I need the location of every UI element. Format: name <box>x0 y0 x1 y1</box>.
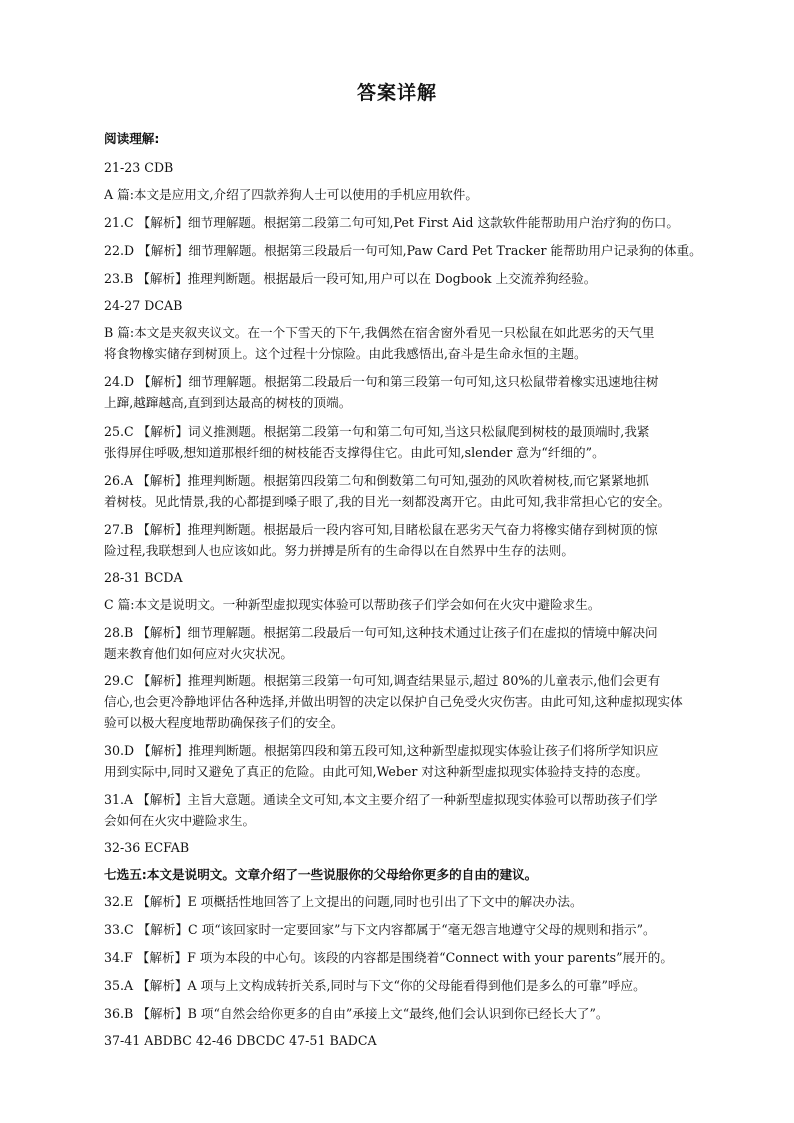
text-line: 28.B 【解析】细节理解题。根据第二段最后一句可知,这种技术通过让孩子们在虚拟的情境中解决问 <box>104 625 658 640</box>
text-line: 用到实际中,同时又避免了真正的危险。由此可知,Weber 对这种新型虚拟现实体验持支持的态度。 <box>104 764 649 779</box>
text-line: 上蹿,越蹿越高,直到到达最高的树枝的顶端。 <box>104 395 352 410</box>
text-line: 七选五:本文是说明文。文章介绍了一些说服你的父母给你更多的自由的建议。 <box>104 867 538 882</box>
text-line: A 篇:本文是应用文,介绍了四款养狗人士可以使用的手机应用软件。 <box>104 187 478 202</box>
text-line: 险过程,我联想到人也应该如此。努力拼搏是所有的生命得以在自然界中生存的法则。 <box>104 543 574 558</box>
text-line: 34.F 【解析】F 项为本段的中心句。该段的内容都是围绕着“Connect with your parents”展开的。 <box>104 950 673 965</box>
text-line: 33.C 【解析】C 项“该回家时一定要回家”与下文内容都属于“毫无怨言地遵守父母的规则和指示”。 <box>104 922 656 937</box>
text-line: 张得屏住呼吸,想知道那根纤细的树枝能否支撑得住它。由此可知,slender 意为“纤细的”。 <box>104 445 605 460</box>
text-line: 24.D 【解析】细节理解题。根据第二段最后一句和第三段第一句可知,这只松鼠带着橡实迅速地往树 <box>104 374 659 389</box>
page-title: 答案详解 <box>356 82 437 104</box>
text-line: 验可以极大程度地帮助确保孩子们的安全。 <box>104 715 344 730</box>
text-line: 30.D 【解析】推理判断题。根据第四段和第五段可知,这种新型虚拟现实体验让孩子们将所学知识应 <box>104 743 659 758</box>
text-line: 将食物橡实储存到树顶上。这个过程十分惊险。由此我感悟出,奋斗是生命永恒的主题。 <box>104 346 587 361</box>
text-line: 32-36 ECFAB <box>104 840 190 855</box>
text-line: 28-31 BCDA <box>104 570 183 585</box>
text-line: 题来教育他们如何应对火灾状况。 <box>104 646 293 661</box>
text-line: 36.B 【解析】B 项“自然会给你更多的自由”承接上文“最终,他们会认识到你已经长大了”。 <box>104 1006 609 1021</box>
text-line: 31.A 【解析】主旨大意题。通读全文可知,本文主要介绍了一种新型虚拟现实体验可以帮助孩子们学 <box>104 792 658 807</box>
text-line: 21.C 【解析】细节理解题。根据第二段第二句可知,Pet First Aid 这款软件能帮助用户治疗狗的伤口。 <box>104 215 679 230</box>
text-line: B 篇:本文是夹叙夹议文。在一个下雪天的下午,我偶然在宿舍窗外看见一只松鼠在如此恶劣的天气里 <box>104 325 655 340</box>
text-line: 21-23 CDB <box>104 160 174 175</box>
text-line: 35.A 【解析】A 项与上文构成转折关系,同时与下文“你的父母能看得到他们是多么的可靠”呼应。 <box>104 978 646 993</box>
text-line: 37-41 ABDBC 42-46 DBCDC 47-51 BADCA <box>104 1033 377 1048</box>
text-line: 阅读理解: <box>104 131 160 146</box>
text-line: 32.E 【解析】E 项概括性地回答了上文提出的问题,同时也引出了下文中的解决办法。 <box>104 894 583 909</box>
text-line: 会如何在火灾中避险求生。 <box>104 813 256 828</box>
text-line: 23.B 【解析】推理判断题。根据最后一段可知,用户可以在 Dogbook 上交流养狗经验。 <box>104 271 597 286</box>
text-line: 信心,也会更冷静地评估各种选择,并做出明智的决定以保护自己免受火灾伤害。由此可知,这种虚拟现实体 <box>104 694 683 709</box>
text-line: 22.D 【解析】细节理解题。根据第三段最后一句可知,Paw Card Pet Tracker 能帮助用户记录狗的体重。 <box>104 243 702 258</box>
text-line: 25.C 【解析】词义推测题。根据第二段第一句和第二句可知,当这只松鼠爬到树枝的最顶端时,我紧 <box>104 424 650 439</box>
text-line: 24-27 DCAB <box>104 298 183 313</box>
text-line: 26.A 【解析】推理判断题。根据第四段第二句和倒数第二句可知,强劲的风吹着树枝,而它紧紧地抓 <box>104 473 649 488</box>
text-line: 27.B 【解析】推理判断题。根据最后一段内容可知,目睹松鼠在恶劣天气奋力将橡实储存到树顶的惊 <box>104 522 658 537</box>
text-line: C 篇:本文是说明文。一种新型虚拟现实体验可以帮助孩子们学会如何在火灾中避险求生。 <box>104 597 601 612</box>
text-line: 着树枝。见此情景,我的心都提到嗓子眼了,我的目光一刻都没离开它。由此可知,我非常担心它的安全。 <box>104 494 671 509</box>
text-line: 29.C 【解析】推理判断题。根据第三段第一句可知,调查结果显示,超过 80%的儿童表示,他们会更有 <box>104 673 661 688</box>
